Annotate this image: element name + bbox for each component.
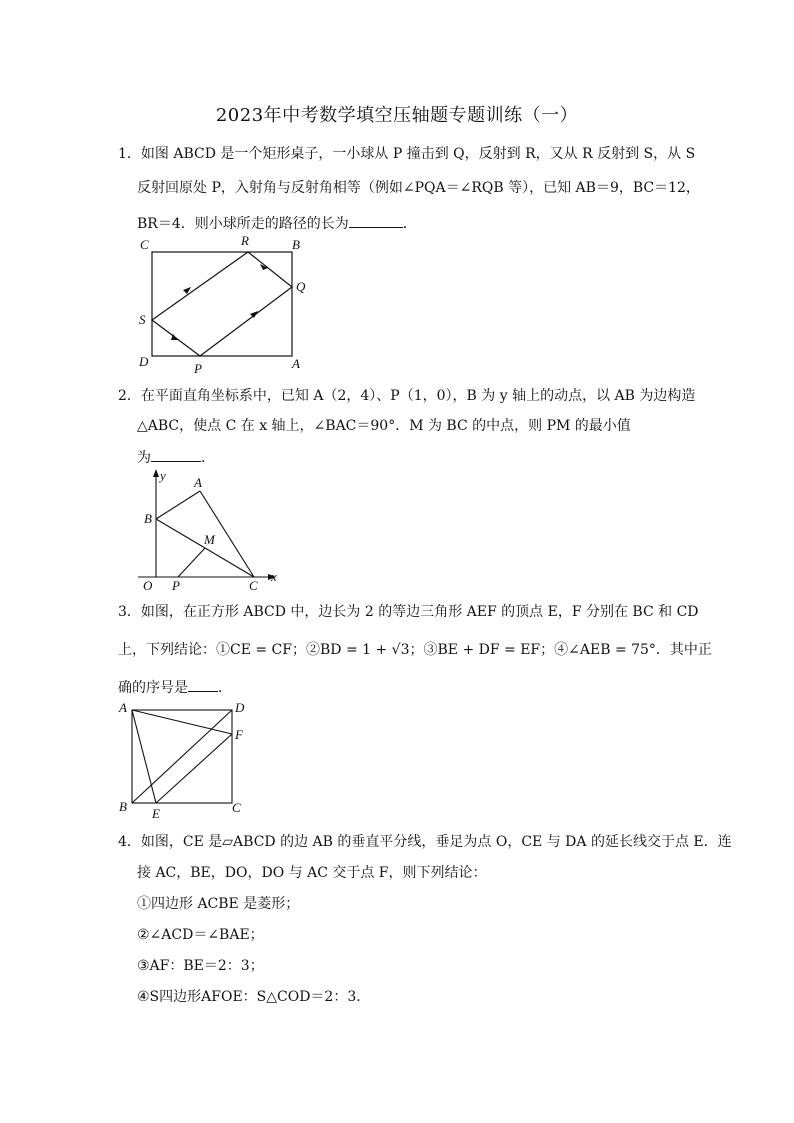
- q1-label-P: P: [194, 361, 202, 376]
- q1-label-B: B: [292, 237, 300, 252]
- q4-line-2: 接 AC，BE，DO，DO 与 AC 交于点 F，则下列结论：: [137, 865, 487, 881]
- q4-line-1: 4．如图，CE 是▱ABCD 的边 AB 的垂直平分线，垂足为点 O，CE 与 DA 的延长线交于点 E．连: [118, 834, 732, 850]
- q1-label-C: C: [140, 237, 149, 252]
- q1-line-3-end: ．: [402, 216, 417, 232]
- q2-segment-pm: [178, 548, 205, 577]
- q2-y-axis-arrow: [153, 469, 159, 477]
- q3-segment-ef: [156, 734, 232, 803]
- q1-ball-path: [152, 252, 292, 356]
- q4-conclusion-4: ④S四边形AFOE：S△COD＝2：3．: [137, 989, 371, 1005]
- q2-line-1: 2．在平面直角坐标系中，已知 A（2，4）、P（1，0），B 为 y 轴上的动点，以 AB 为边构造: [118, 388, 696, 404]
- q2-segment-ba: [156, 491, 200, 519]
- q3-segment-af: [132, 710, 232, 734]
- q4-conclusion-1: ①四边形 ACBE 是菱形；: [137, 896, 300, 912]
- q2-label-A: A: [194, 475, 202, 490]
- q2-figure: [130, 465, 290, 595]
- q3-label-D: D: [235, 700, 245, 715]
- q3-segment-bd: [132, 710, 232, 803]
- q3-label-B: B: [119, 799, 127, 814]
- q2-label-B: B: [144, 511, 152, 526]
- page-title: 2023年中考数学填空压轴题专题训练（一）: [215, 105, 579, 126]
- q1-line-2: 反射回原处 P，入射角与反射角相等（例如∠PQA＝∠RQB 等），已知 AB＝9，BC＝12，: [137, 180, 700, 196]
- q4-conclusion-3: ③AF：BE＝2：3；: [137, 958, 264, 974]
- q2-line-3-text: 为: [137, 450, 151, 466]
- q3-label-F: F: [235, 727, 243, 742]
- q1-label-Q: Q: [296, 279, 306, 294]
- q1-label-R: R: [241, 233, 249, 248]
- q1-label-A: A: [292, 356, 300, 371]
- q2-label-x: x: [271, 569, 277, 584]
- q1-line-3: [137, 213, 417, 233]
- q2-answer-blank[interactable]: [151, 447, 201, 462]
- q3-figure: [115, 697, 265, 822]
- q1-label-D: D: [139, 354, 149, 369]
- q3-line-3-end: ．: [218, 680, 232, 696]
- q1-line-3-text: BR＝4．则小球所走的路径的长为: [137, 216, 349, 232]
- q2-label-P: P: [172, 578, 180, 593]
- q1-answer-blank[interactable]: [349, 213, 403, 228]
- q2-label-M: M: [204, 532, 215, 547]
- q3-segment-ae: [132, 710, 156, 803]
- q3-line-2: 上，下列结论：①CE = CF；②BD = 1 + √3；③BE + DF = EF；④∠AEB = 75°．其中正: [118, 642, 712, 658]
- q2-label-y: y: [160, 468, 166, 483]
- q1-label-S: S: [139, 312, 146, 327]
- q3-answer-blank[interactable]: [188, 677, 218, 692]
- q3-line-3: [118, 677, 232, 697]
- q3-label-E: E: [152, 806, 160, 821]
- q4-conclusion-2: ②∠ACD＝∠BAE；: [137, 927, 264, 943]
- q1-figure: [130, 232, 310, 377]
- q1-table-rectangle: [152, 252, 292, 356]
- q2-label-O: O: [143, 578, 153, 593]
- q3-label-A: A: [119, 700, 127, 715]
- q3-line-3-text: 确的序号是: [118, 680, 188, 696]
- q2-line-3-end: ．: [201, 450, 215, 466]
- q3-label-C: C: [232, 800, 241, 815]
- q3-line-1: 3．如图，在正方形 ABCD 中，边长为 2 的等边三角形 AEF 的顶点 E，F 分别在 BC 和 CD: [118, 604, 699, 620]
- q2-line-2: △ABC，使点 C 在 x 轴上，∠BAC＝90°．M 为 BC 的中点，则 PM 的最小值: [137, 418, 631, 434]
- q2-line-3: [137, 447, 215, 467]
- q1-line-1: 1．如图 ABCD 是一个矩形桌子，一小球从 P 撞击到 Q，反射到 R，又从 R 反射到 S，从 S: [118, 146, 696, 162]
- q2-label-C: C: [249, 578, 258, 593]
